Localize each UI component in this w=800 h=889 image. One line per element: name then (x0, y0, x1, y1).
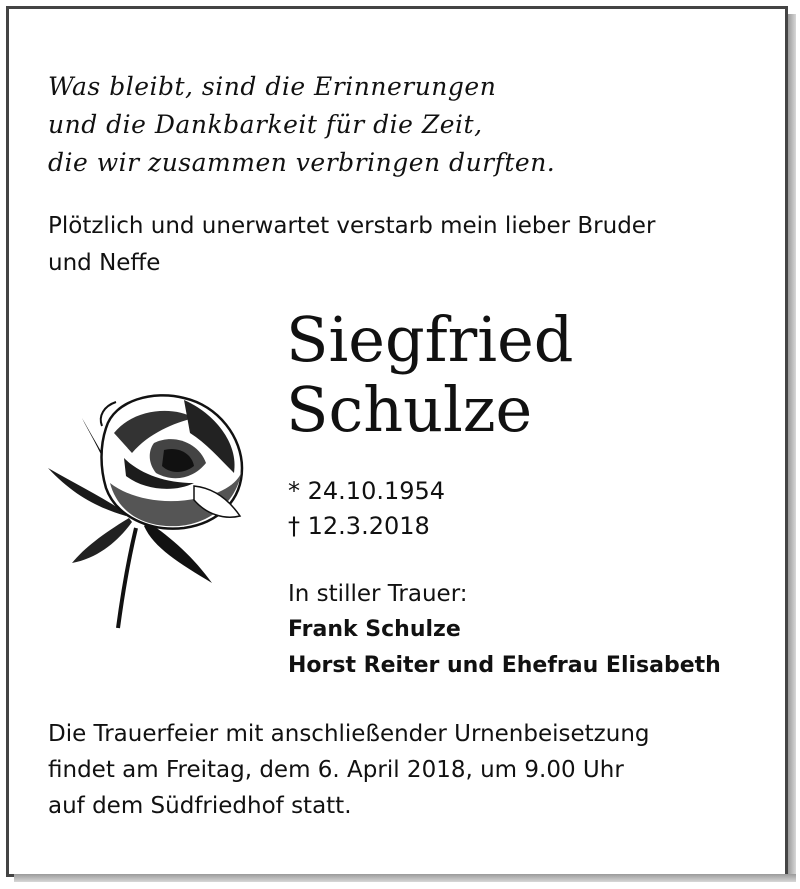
mourners-block (288, 576, 721, 684)
quote-line: die wir zusammen verbringen durften. (48, 148, 556, 177)
announcement-line: und Neffe (48, 250, 161, 276)
deceased-name (286, 305, 573, 445)
death-date: † 12.3.2018 (288, 512, 430, 540)
life-dates (288, 474, 445, 544)
quote-line: Was bleibt, sind die Erinnerungen (48, 72, 497, 101)
frame-shadow-right (788, 14, 796, 882)
mourners-label: In stiller Trauer: (288, 581, 468, 607)
funeral-line: findet am Freitag, dem 6. April 2018, um 9.00 Uhr (48, 757, 624, 783)
last-name: Schulze (286, 373, 533, 446)
mourner-name: Horst Reiter und Ehefrau Elisabeth (288, 653, 721, 678)
frame-shadow-bottom (14, 874, 796, 882)
funeral-info (48, 716, 778, 824)
memorial-quote (48, 68, 555, 182)
quote-line: und die Dankbarkeit für die Zeit, (48, 110, 483, 139)
first-name: Siegfried (286, 303, 574, 376)
mourner-name: Frank Schulze (288, 617, 461, 642)
announcement-line: Plötzlich und unerwartet verstarb mein lieber Bruder (48, 213, 656, 239)
funeral-line: auf dem Südfriedhof statt. (48, 793, 352, 819)
announcement-text (48, 208, 768, 282)
rose-icon (44, 388, 259, 633)
funeral-line: Die Trauerfeier mit anschließender Urnenbeisetzung (48, 721, 650, 747)
birth-date: * 24.10.1954 (288, 477, 446, 505)
